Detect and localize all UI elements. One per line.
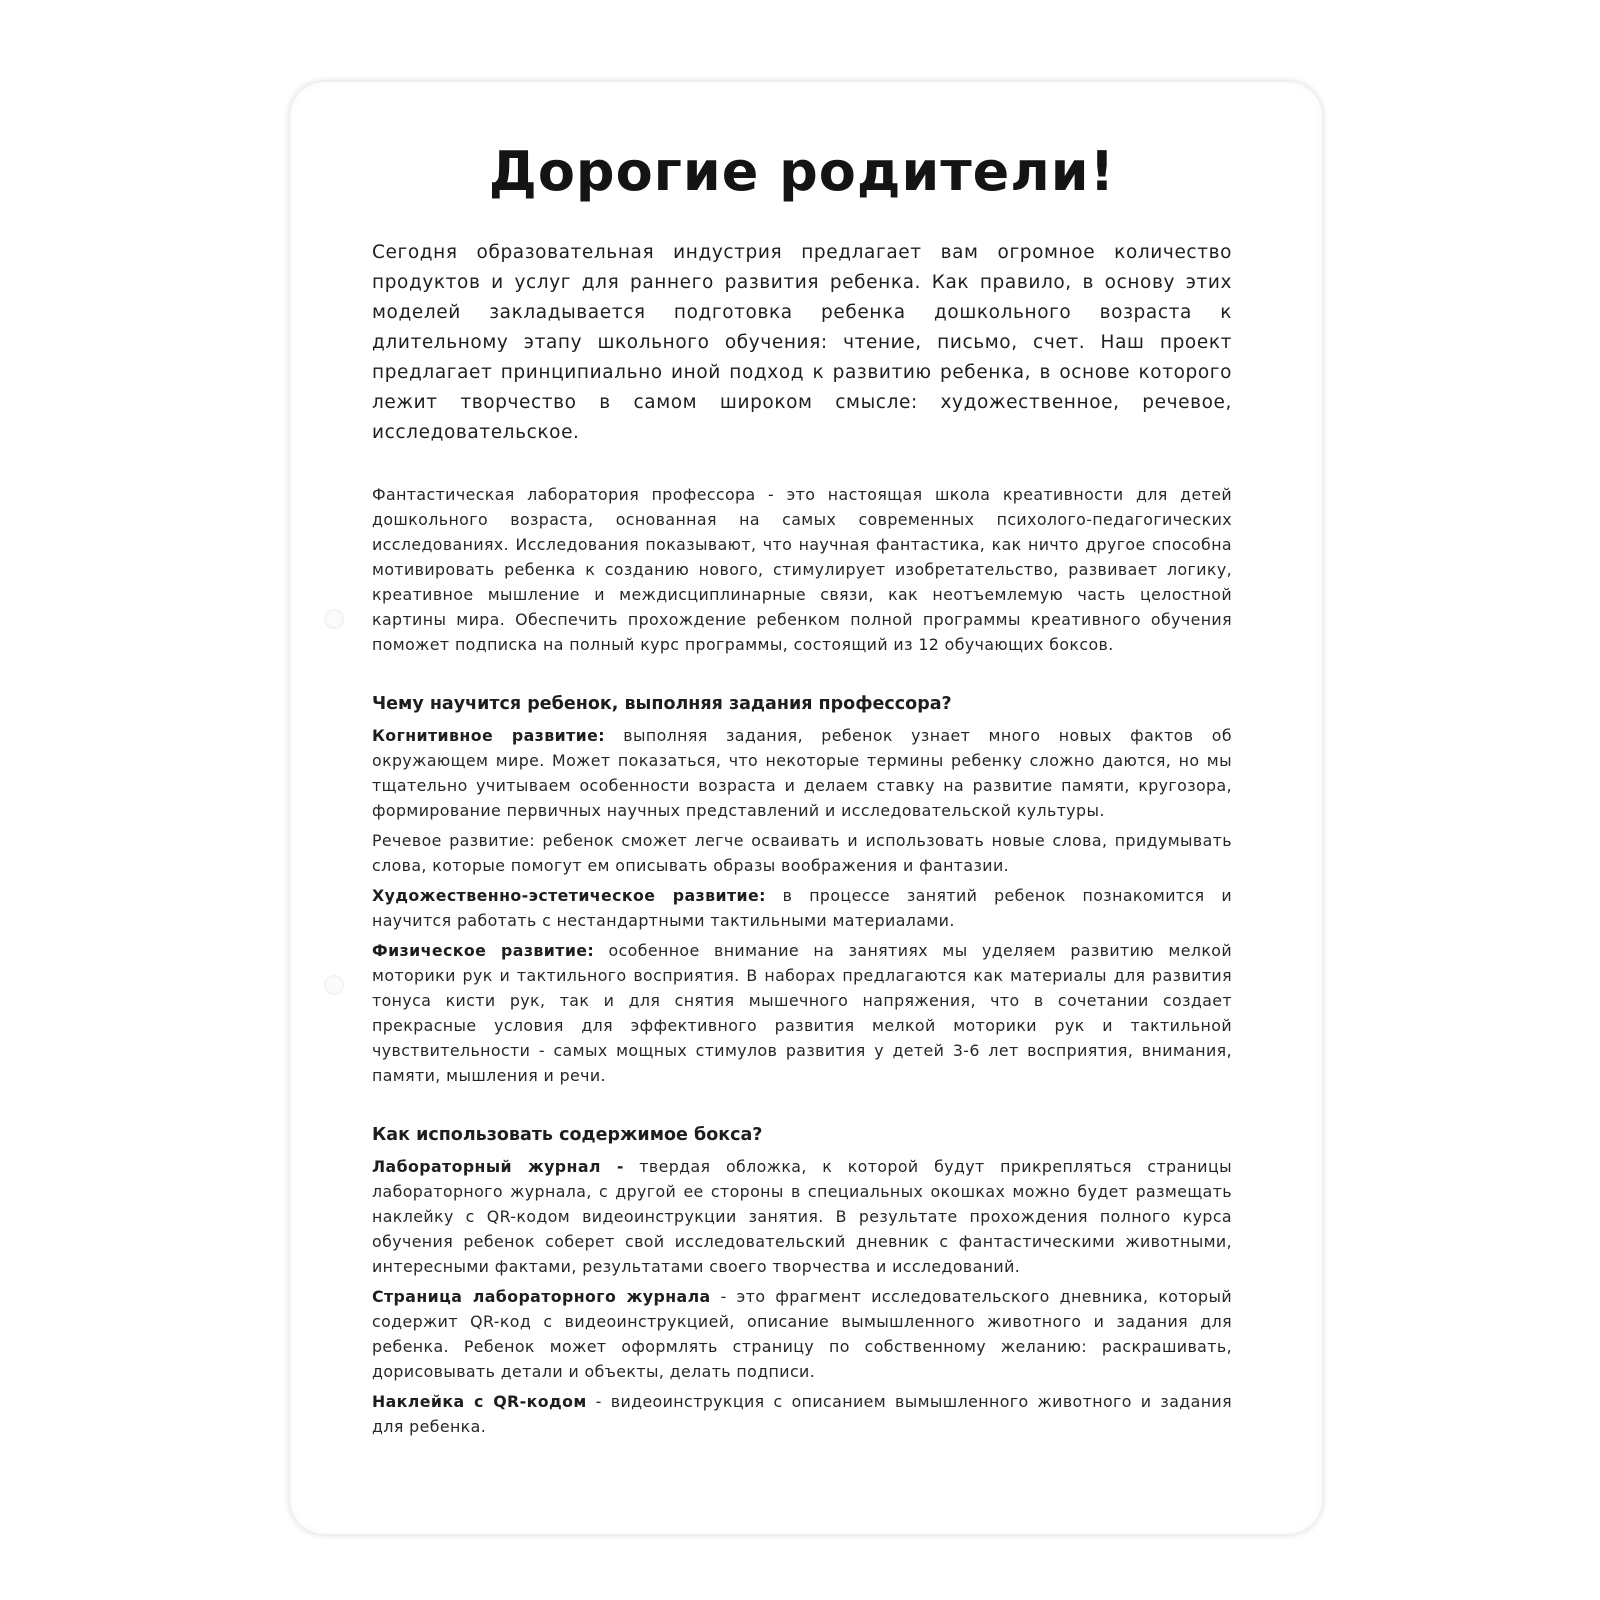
document-sheet — [290, 82, 1322, 1534]
intro-paragraph: Сегодня образовательная индустрия предлагает вам огромное количество продуктов и услуг для раннего развития ребенка. Как правило, в основу этих моделей закладывается подготовка ребенка дошкольного возраста к длительному этапу школьного обучения: чтение, письмо, счет. Наш проект предлагает принципиально иной подход к развитию ребенка, в основе которого лежит творчество в самом широком смысле: художественное, речевое, исследовательское. — [372, 242, 1232, 443]
document-content — [372, 140, 1232, 1444]
section-heading-skills: Чему научится ребенок, выполняя задания профессора? — [372, 694, 952, 714]
item-term: Когнитивное развитие: — [372, 726, 605, 745]
punch-hole — [324, 975, 344, 995]
list-item-art — [372, 883, 1232, 933]
punch-hole — [324, 609, 344, 629]
list-item-cognitive — [372, 723, 1232, 823]
item-text: твердая обложка, к которой будут прикрепляться страницы лабораторного журнала, с другой ее стороны в специальных окошках можно будет размещать наклейку с QR-кодом видеоинструкции занятия. В результате прохождения полного курса обучения ребенок соберет свой исследовательский дневник с фантастическими животными, интересными фактами, результатами своего творчества и исследований. — [372, 1157, 1232, 1276]
item-term: Страница лабораторного журнала — [372, 1287, 711, 1306]
item-text: - видеоинструкция с описанием вымышленного животного и задания для ребенка. — [372, 1392, 1232, 1436]
item-term: Физическое развитие: — [372, 941, 595, 960]
list-item-lab-journal — [372, 1154, 1232, 1279]
item-term: Наклейка с QR-кодом — [372, 1392, 587, 1411]
list-item-qr-sticker — [372, 1389, 1232, 1439]
page-title: Дорогие родители! — [488, 140, 1116, 203]
section-heading-box-contents: Как использовать содержимое бокса? — [372, 1125, 763, 1145]
item-term: Лабораторный журнал - — [372, 1157, 624, 1176]
list-item-speech — [372, 828, 1232, 878]
item-text: Речевое развитие: ребенок сможет легче осваивать и использовать новые слова, придумывать слова, которые помогут ем описывать образы воображения и фантазии. — [372, 831, 1232, 875]
list-item-physical — [372, 938, 1232, 1088]
lab-description-paragraph: Фантастическая лаборатория профессора - это настоящая школа креативности для детей дошкольного возраста, основанная на самых современных психолого-педагогических исследованиях. Исследования показывают, что научная фантастика, как ничто другое способна мотивировать ребенка к созданию нового, стимулирует изобретательство, развивает логику, креативное мышление и междисциплинарные связи, как неотъемлемую часть целостной картины мира. Обеспечить прохождение ребенком полной программы креативного обучения поможет подписка на полный курс программы, состоящий из 12 обучающих боксов. — [372, 485, 1232, 654]
item-text: в процессе занятий ребенок познакомится и научится работать с нестандартными тактильными материалами. — [372, 886, 1232, 930]
item-text: выполняя задания, ребенок узнает много новых фактов об окружающем мире. Может показаться, что некоторые термины ребенку сложно даются, но мы тщательно учитываем особенности возраста и делаем ставку на развитие памяти, кругозора, формирование первичных научных представлений и исследовательской культуры. — [372, 726, 1232, 820]
item-term: Художественно-эстетическое развитие: — [372, 886, 766, 905]
item-text: особенное внимание на занятиях мы уделяем развитию мелкой моторики рук и тактильного восприятия. В наборах предлагаются как материалы для развития тонуса кисти рук, так и для снятия мышечного напряжения, что в сочетании создает прекрасные условия для эффективного развития мелкой моторики рук и тактильной чувствительности - самых мощных стимулов развития у детей 3-6 лет восприятия, внимания, памяти, мышления и речи. — [372, 941, 1232, 1085]
list-item-journal-page — [372, 1284, 1232, 1384]
item-text: - это фрагмент исследовательского дневника, который содержит QR-код с видеоинструкцией, описание вымышленного животного и задания для ребенка. Ребенок может оформлять страницу по собственному желанию: раскрашивать, дорисовывать детали и объекты, делать подписи. — [372, 1287, 1232, 1381]
